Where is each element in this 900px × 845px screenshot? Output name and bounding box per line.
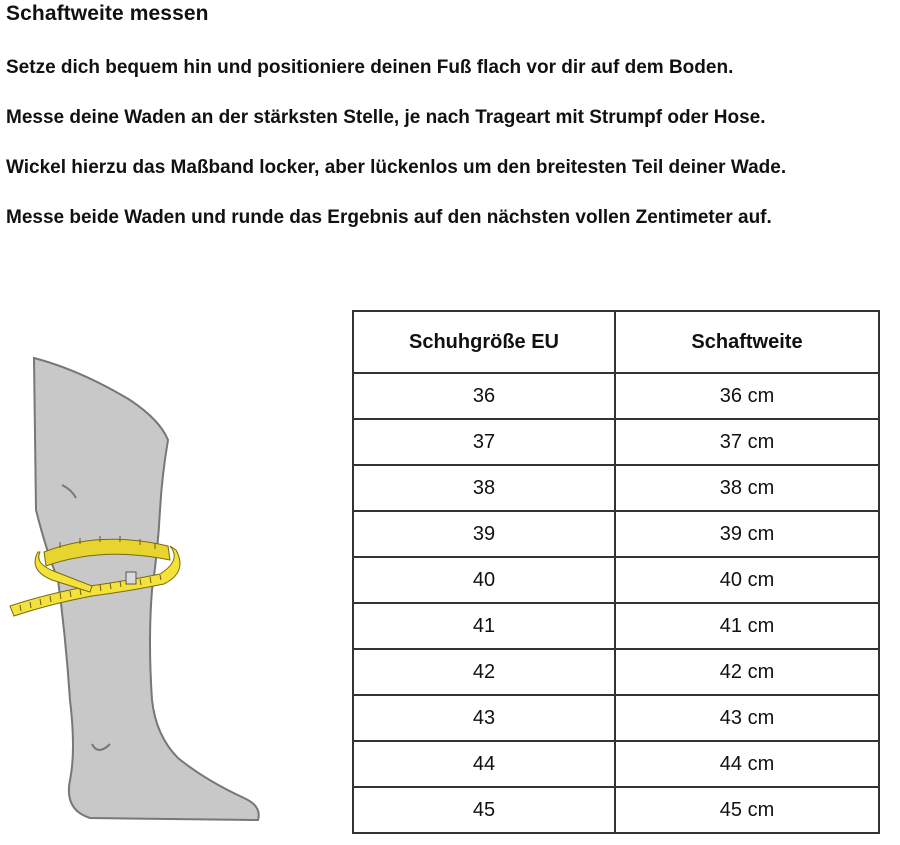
shaft-width-cell: 42 cm <box>615 649 879 695</box>
table-row <box>353 695 879 741</box>
shoe-size-cell: 36 <box>353 373 615 419</box>
tape-clip <box>126 572 136 584</box>
shoe-size-cell: 45 <box>353 787 615 833</box>
leg-silhouette <box>34 358 259 820</box>
shaft-width-cell: 41 cm <box>615 603 879 649</box>
table-header-row <box>353 311 879 373</box>
shoe-size-cell: 41 <box>353 603 615 649</box>
column-header-shaft-width: Schaftweite <box>615 311 879 373</box>
shaft-width-cell: 40 cm <box>615 557 879 603</box>
table-row <box>353 741 879 787</box>
shaft-width-cell: 38 cm <box>615 465 879 511</box>
table-row <box>353 419 879 465</box>
shoe-size-cell: 43 <box>353 695 615 741</box>
shaft-width-cell: 37 cm <box>615 419 879 465</box>
shaft-width-cell: 43 cm <box>615 695 879 741</box>
instruction-line: Wickel hierzu das Maßband locker, aber lückenlos um den breitesten Teil deiner Wade. <box>6 157 787 178</box>
shoe-size-cell: 37 <box>353 419 615 465</box>
table-row <box>353 557 879 603</box>
shaft-width-cell: 39 cm <box>615 511 879 557</box>
shoe-size-cell: 44 <box>353 741 615 787</box>
table-row <box>353 603 879 649</box>
shoe-size-cell: 38 <box>353 465 615 511</box>
column-header-shoe-size: Schuhgröße EU <box>353 311 615 373</box>
table-row <box>353 787 879 833</box>
table-row <box>353 373 879 419</box>
shoe-size-cell: 42 <box>353 649 615 695</box>
table-row <box>353 465 879 511</box>
instruction-line: Setze dich bequem hin und positioniere deinen Fuß flach vor dir auf dem Boden. <box>6 57 734 78</box>
instruction-line: Messe beide Waden und runde das Ergebnis auf den nächsten vollen Zentimeter auf. <box>6 207 772 228</box>
instruction-line: Messe deine Waden an der stärksten Stelle, je nach Trageart mit Strumpf oder Hose. <box>6 107 766 128</box>
shaft-width-cell: 44 cm <box>615 741 879 787</box>
page-title: Schaftweite messen <box>6 2 209 25</box>
table-row <box>353 511 879 557</box>
shoe-size-cell: 39 <box>353 511 615 557</box>
size-table <box>352 310 880 834</box>
shaft-width-cell: 45 cm <box>615 787 879 833</box>
table-row <box>353 649 879 695</box>
shoe-size-cell: 40 <box>353 557 615 603</box>
shaft-width-cell: 36 cm <box>615 373 879 419</box>
leg-with-measuring-tape-icon <box>0 340 300 840</box>
